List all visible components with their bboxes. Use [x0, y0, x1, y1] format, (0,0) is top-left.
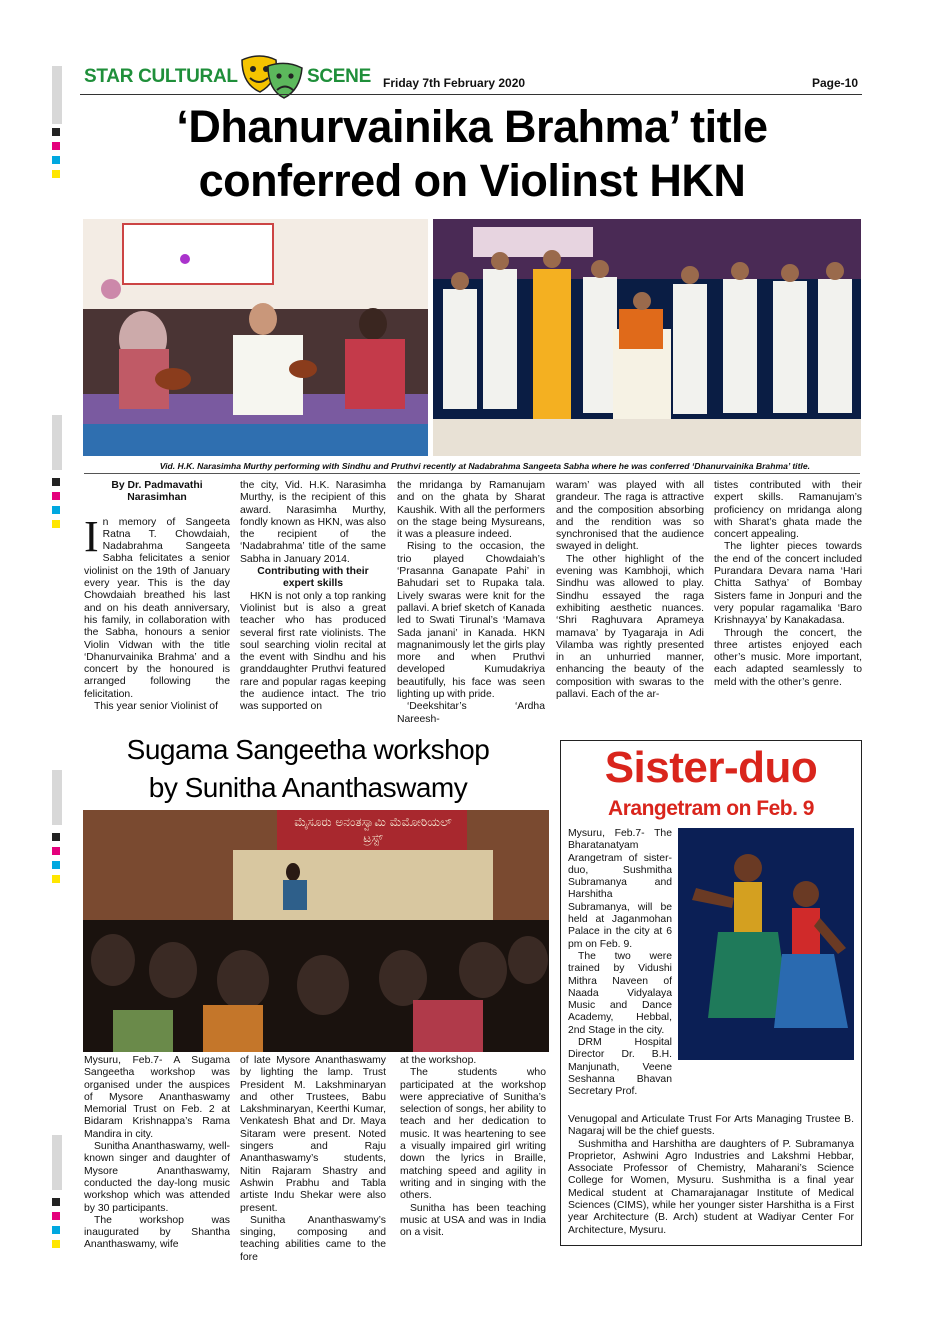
byline-line2: Narasimhan: [127, 492, 187, 504]
article1-paragraph: waram’ was played with all grandeur. The raga is attractive and the composition absorbing and the rendition was so synchronised that the audience swayed in delight.: [556, 480, 704, 553]
article1-column-4: [556, 480, 704, 701]
article2-paragraph: at the workshop.: [400, 1055, 477, 1066]
workshop-headline-line1: Sugama Sangeetha workshop: [126, 734, 490, 765]
registration-dots-top: [52, 128, 60, 184]
sister-duo-subheadline: Arangetram on Feb. 9: [608, 797, 814, 820]
sister-duo-paragraph: Mysuru, Feb.7- The Bharatanatyam Arangetram of sister-duo, Sushmitha Subramanya and Harshitha Subramanya, will be held at Jaganmohan Palace in the city at 6 pm on Feb. 9.: [568, 828, 672, 950]
sister-duo-paragraph: Sushmitha and Harshitha are daughters of P. Subramanya Proprietor, Ashwini Agro Industries and Lakshmi Hebbar, Associate Professor of Chemistry, Maharani’s Science College for Women, Mysuru. Sushmitha is a final year Medical student at Chamarajanagar Institute of Medical Sciences (CIMS), while her younger sister Harshitha is a First year Architecture (B. Arch) student at Wadiyar Center For Architecture, Mysuru.: [568, 1138, 854, 1236]
article2-column-1: [84, 1055, 230, 1252]
article1-paragraph: This year senior Violinist of: [94, 701, 218, 713]
article1-paragraph: The other highlight of the evening was Kambhoji, which Sindhu was allowed to play. Sindhu essayed the raga exhibiting aesthetic nuances. ‘Shri Raghuvara Aprameya mamava’ by Tyagaraja in Adi Vilamba was rightly presented in an unhurried manner, enhancing the beauty of the composition with swaras to the pallavi. Each of the ar-: [556, 553, 704, 701]
sister-duo-headline: Sister-duo: [604, 743, 818, 792]
article1-paragraph: tistes contributed with their expert skills. Ramanujam’s proficiency on mridanga along with Sharat’s ghata made the concert appealing.: [714, 480, 862, 541]
header-rule: [80, 94, 862, 95]
article2-paragraph: The students who participated at the workshop were appreciative of Sunitha’s selection of songs, her ability to teach and her dedication to music. It was heartening to see a visually impaired girl writing down the lyrics in Braille, matching speed and agility in writing and in singing with the others.: [400, 1067, 546, 1202]
registration-dots-mid: [52, 478, 60, 534]
article1-paragraph: n memory of Sangeeta Ratna T. Chowdaiah, Nadabrahma Sangeeta Sabha felicitates a senior violinist on the 19th of January every year. This is the day Chowdaiah breathed his last and on his death anniversary, his family, in collaboration with the Sabha, honours a senior Violin Vidwan with the title ‘Dhanurvainika Brahma’ and a concert by the honoured is arranged following the felicitation.: [84, 516, 230, 700]
main-headline-line2: conferred on Violinst HKN: [198, 155, 746, 206]
caption-rule: [84, 473, 860, 474]
article1-paragraph: Through the concert, the three artistes enjoyed each other’s music. More important, each adapted seamlessly to meld with the other’s genre.: [714, 627, 862, 688]
article1-paragraph: the city, Vid. H.K. Narasimha Murthy, is the recipient of this award. Narasimha Murthy, fondly known as HKN, was also the recipient of the ‘Nadabrahma’ title of the same Sabha in January 2014.: [240, 480, 386, 565]
felicitation-photo: [433, 219, 861, 456]
drop-cap: I: [84, 511, 99, 561]
article1-column-5: [714, 480, 862, 689]
masthead-left: STAR CULTURAL: [84, 66, 238, 87]
article1-paragraph: The lighter pieces towards the end of the concert included Purandara Devara nama ‘Hari Chitta Sathya’ of Bombay Sisters fame in Jonpuri and the very popular ragamalika ‘Baro Krishnayya’ by Kanakadasa.: [714, 541, 862, 627]
sister-duo-paragraph: The two were trained by Vidushi Mithra Naveen of Naada Vidyalaya Music and Dance Academy, Hebbal, 2nd Stage in the city.: [568, 950, 672, 1036]
article2-paragraph: of late Mysore Ananthaswamy by lighting the lamp. Trust President M. Lakshminaryan and other Trustees, Babu Lakshminaryan, Keerthi Kumar, Venkatesh Bhat and Dr. Maya Sitaram were present. Noted singers and Raju Ananthaswamy’s students, Nitin Rajaram Shastry and Ashwin Prabhu and Tabla artiste Indu Shekar were also present.: [240, 1055, 386, 1214]
workshop-headline-line2: by Sunitha Ananthaswamy: [148, 772, 468, 803]
article1-paragraph: Rising to the occasion, the trio played Chowdaiah’s ‘Prasanna Ganapate Pahi’ in Bahudari set to Rupaka tala. Lively swaras were knit for the pallavi. A brief sketch of Kanada led to Swati Tirunal’s ‘Mamava Sada janani’ in Kanada. HKN magnanimously let the girls play more and when Pruthvi developed Kumudakriya beautifully, his face was seen lighting up with pride.: [397, 541, 545, 701]
issue-date: Friday 7th February 2020: [383, 76, 526, 90]
article1-column-1: [84, 480, 230, 713]
article2-column-3: [400, 1055, 546, 1239]
registration-strip-top: [52, 66, 62, 124]
registration-dots-bottom: [52, 1198, 60, 1254]
byline-line1: By Dr. Padmavathi: [111, 480, 203, 491]
article1-column-3: [397, 480, 545, 726]
violin-performance-photo: [83, 219, 428, 456]
subheading-line2: expert skills: [282, 578, 344, 590]
article1-paragraph: ‘Deekshitar’s ‘Ardha Nareesh-: [397, 701, 545, 725]
registration-strip-bottom: [52, 1135, 62, 1190]
sister-duo-paragraph: Venugopal and Articulate Trust For Arts Managing Trustee B. Nagaraj will be the chief guests.: [568, 1114, 854, 1138]
sister-duo-paragraph: DRM Hospital Director Dr. B.H. Manjunath, Veene Seshanna Bhavan Secretary Prof.: [568, 1037, 672, 1098]
article2-paragraph: Sunitha Ananthaswamy, well-known singer and daughter of Mysore Ananthaswamy, conducted the day-long music workshop which was attended by 30 participants.: [84, 1141, 230, 1214]
page-number: Page-10: [812, 76, 859, 90]
subheading-line1: Contributing with their: [257, 566, 369, 578]
article2-column-2: [240, 1055, 386, 1264]
masthead-right: SCENE: [307, 66, 371, 87]
registration-dots-low: [52, 833, 60, 889]
sister-duo-wide-column: [568, 1114, 854, 1237]
article2-paragraph: Mysuru, Feb.7- A Sugama Sangeetha workshop was organised under the auspices of Mysore Ananthaswamy Memorial Trust on Feb. 2 at Bidaram Krishnappa’s Rama Mandira in city.: [84, 1055, 230, 1140]
article1-paragraph: HKN is not only a top ranking Violinist but is also a great teacher who has produced several first rate violinists. The soul searching violin recital at the event with Sindhu and his granddaughter Pruthvi featured rare and popular ragas keeping the audience intact. The trio was supported on: [240, 590, 386, 713]
main-headline-line1: ‘Dhanurvainika Brahma’ title: [176, 101, 768, 152]
article1-column-2: [240, 480, 386, 714]
workshop-photo: [83, 810, 549, 1052]
registration-strip-low: [52, 770, 62, 825]
article2-paragraph: Sunitha has been teaching music at USA and was in India on a visit.: [400, 1202, 546, 1239]
registration-strip-mid: [52, 415, 62, 470]
workshop-banner-text: ಮೈಸೂರು ಅನಂತಸ್ವಾಮಿ ಮೆಮೋರಿಯಲ್ ಟ್ರಸ್ಟ್: [294, 815, 452, 845]
dancers-photo: [678, 828, 854, 1060]
sister-duo-narrow-column: [568, 828, 672, 1099]
photo-caption: Vid. H.K. Narasimha Murthy performing with Sindhu and Pruthvi recently at Nadabrahma Sangeeta Sabha where he was conferred ‘Dhanurvainika Brahma’ title.: [159, 461, 810, 471]
article1-paragraph: the mridanga by Ramanujam and on the ghata by Sharat Kaushik. With all the performers on the stage being Mysureans, it was a pleasure indeed.: [397, 480, 545, 541]
article2-paragraph: Sunitha Ananthaswamy’s singing, composing and teaching abilities came to the fore: [240, 1214, 386, 1263]
theatre-masks-icon: [236, 52, 306, 100]
article2-paragraph: The workshop was inaugurated by Shantha Ananthaswamy, wife: [84, 1214, 230, 1251]
